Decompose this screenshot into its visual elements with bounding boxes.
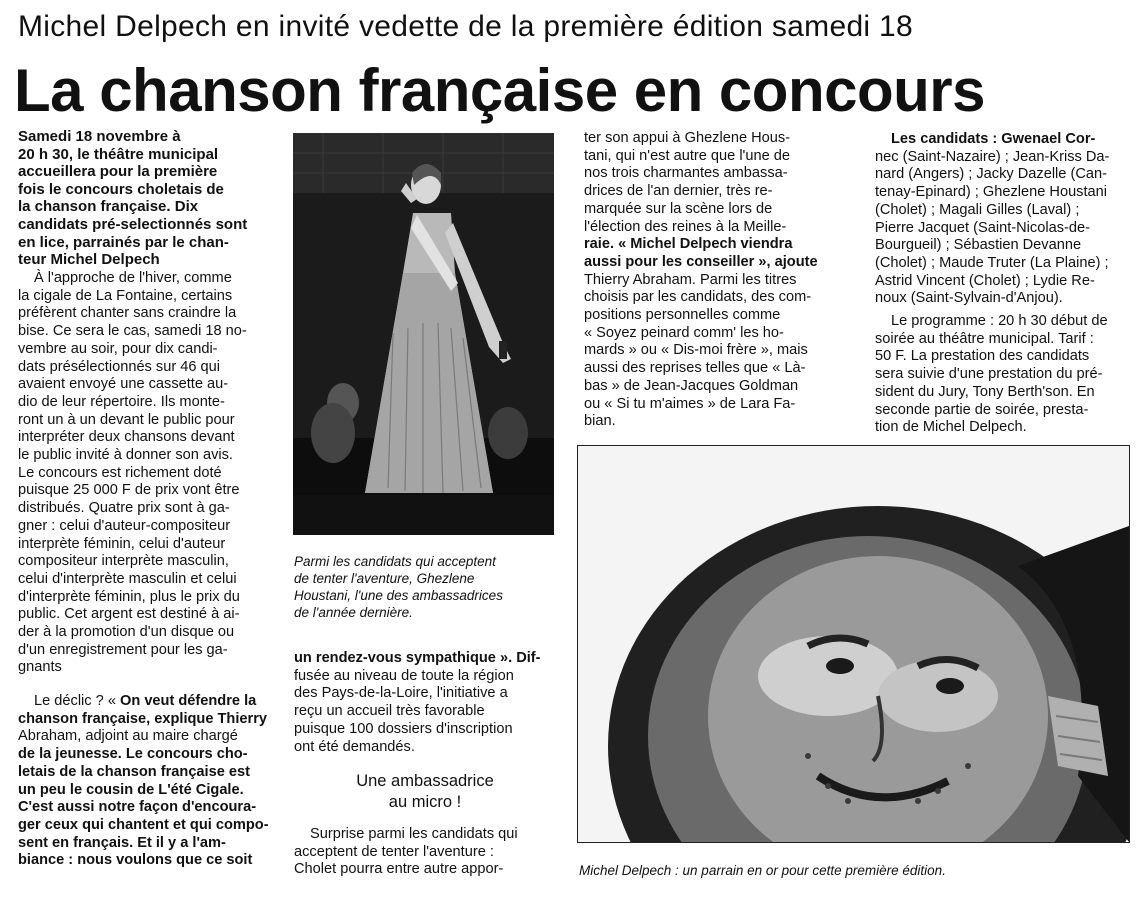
col4-programme-line: Le programme : 20 h 30 début de <box>891 313 1108 329</box>
col1b-quote: On veut défendre la <box>120 693 257 709</box>
col1-line: avaient envoyé une cassette au- <box>18 376 229 393</box>
lede-line: fois le concours choletais de <box>18 180 224 198</box>
col1-line: ront un à un devant le public pour <box>18 411 235 428</box>
col4-candidats-line: Bourgueil) ; Sébastien Devanne <box>875 237 1082 254</box>
col4-programme-line: sident du Jury, Tony Berth'son. En <box>875 383 1095 400</box>
col1-line: bise. Ce sera le cas, samedi 18 no- <box>18 323 247 340</box>
article-subheading <box>300 771 550 813</box>
col1b-line: chanson française, explique Thierry <box>18 710 267 727</box>
col4-candidats-line: Astrid Vincent (Cholet) ; Lydie Re- <box>875 272 1095 289</box>
col1-line: der à la promotion d'un disque ou <box>18 624 235 641</box>
col1b-line: sent en français. Et il y a l'am- <box>18 834 226 851</box>
col4-candidats-line: nard (Angers) ; Jacky Dazelle (Can- <box>875 166 1107 183</box>
col1-line: gner : celui d'auteur-compositeur <box>18 517 231 534</box>
article-column-1 <box>18 270 276 677</box>
col4-programme-line: seconde partie de soirée, presta- <box>875 401 1089 418</box>
col4-candidats-line: nec (Saint-Nazaire) ; Jean-Kriss Da- <box>875 148 1110 165</box>
col3-line: bas » de Jean-Jacques Goldman <box>584 377 799 394</box>
col3-line: raie. « Michel Delpech viendra <box>584 236 793 253</box>
col1b-line: de la jeunesse. Le concours cho- <box>18 746 248 763</box>
article-lede <box>18 128 273 269</box>
col3-line: « Soyez peinard comm' les ho- <box>584 324 784 341</box>
col2c-line: acceptent de tenter l'aventure : <box>294 843 494 860</box>
col1-line: interprète féminin, celui d'auteur <box>18 535 226 552</box>
subhead-line: au micro ! <box>388 793 462 811</box>
article-column-2-continued <box>294 826 556 879</box>
col1-line: interpréter deux chansons devant <box>18 429 235 446</box>
col4-candidats-line: Les candidats : Gwenael Cor- <box>891 131 1096 147</box>
lede-line: accueillera pour la première <box>18 163 218 181</box>
delpech-portrait-photo <box>577 445 1130 843</box>
col1-line: celui d'interprète masculin et celui <box>18 570 237 587</box>
article-column-1-continued <box>18 693 276 870</box>
col1b-intro: Le déclic ? « <box>34 693 120 709</box>
col1-line: À l'approche de l'hiver, comme <box>34 270 232 286</box>
col4-programme-line: 50 F. La prestation des candidats <box>875 348 1090 365</box>
col1-line: public. Cet argent est destiné à ai- <box>18 606 240 623</box>
col1b-line: C'est aussi notre façon d'encoura- <box>18 799 257 816</box>
article-column-2 <box>294 650 556 756</box>
article-column-3 <box>584 130 866 431</box>
col3-line: ou « Si tu m'aimes » de Lara Fa- <box>584 395 796 412</box>
col4-candidats-line: (Cholet) ; Magali Gilles (Laval) ; <box>875 201 1080 218</box>
col3-line: nos trois charmantes ambassa- <box>584 165 788 182</box>
singer-photo-illustration <box>293 133 554 535</box>
photo1-caption-line: Houstani, l'une des ambassadrices <box>294 588 503 603</box>
col3-line: mards » ou « Dis-moi frère », mais <box>584 342 808 359</box>
col1-line: distribués. Quatre prix sont à ga- <box>18 500 230 517</box>
col1b-line: biance : nous voulons que ce soit <box>18 852 253 869</box>
col4-programme-line: soirée au théâtre municipal. Tarif : <box>875 330 1094 347</box>
col2c-line: Surprise parmi les candidats qui <box>310 826 518 842</box>
photo1-caption-line: Parmi les candidats qui acceptent <box>294 554 496 569</box>
col2c-line: Cholet pourra entre autre appor- <box>294 861 504 878</box>
col3-line: ter son appui à Ghezlene Hous- <box>584 130 791 146</box>
col1-line: d'interprète féminin, plus le prix du <box>18 588 240 605</box>
subhead-line: Une ambassadrice <box>356 772 494 790</box>
col3-line: marquée sur la scène lors de <box>584 200 773 217</box>
delpech-photo-caption: Michel Delpech : un parrain en or pour cette première édition. <box>579 863 946 878</box>
col4-candidats-line: (Cholet) ; Maude Truter (La Plaine) ; <box>875 254 1109 271</box>
col1-line: Le concours est richement doté <box>18 464 222 481</box>
col1-line: le public invité à donner son avis. <box>18 447 233 464</box>
col3-line: l'élection des reines à la Meille- <box>584 218 787 235</box>
lede-line: 20 h 30, le théâtre municipal <box>18 145 219 163</box>
programme-details <box>875 313 1133 437</box>
col4-candidats-line: Pierre Jacquet (Saint-Nicolas-de- <box>875 219 1090 236</box>
col1-line: vembre au soir, pour dix candi- <box>18 340 218 357</box>
col4-programme-line: tion de Michel Delpech. <box>875 419 1027 436</box>
col3-line: choisis par les candidats, des com- <box>584 289 812 306</box>
delpech-portrait-illustration <box>578 446 1129 842</box>
col1-line: puisque 25 000 F de prix vont être <box>18 482 240 499</box>
col3-line: tani, qui n'est autre que l'une de <box>584 147 790 164</box>
col2b-line: des Pays-de-la-Loire, l'initiative a <box>294 685 508 702</box>
photo1-caption-line: de l'année dernière. <box>294 605 413 620</box>
col3-line: Thierry Abraham. Parmi les titres <box>584 271 797 288</box>
col4-candidats-line: noux (Saint-Sylvain-d'Anjou). <box>875 290 1063 307</box>
lede-line: la chanson française. Dix <box>18 198 199 216</box>
col1-line: d'un enregistrement pour les ga- <box>18 641 228 658</box>
col1-line: préfèrent chanter sans craindre la <box>18 305 237 322</box>
col1b-line: un peu le cousin de L'été Cigale. <box>18 781 244 798</box>
col1-line: dio de leur répertoire. Ils monte- <box>18 393 225 410</box>
col1-line: gnants <box>18 659 62 676</box>
candidates-list <box>875 131 1133 308</box>
lede-line: en lice, parrainés par le chan- <box>18 233 229 251</box>
singer-photo <box>293 133 554 535</box>
col3-line: aussi des reprises telles que « Là- <box>584 360 806 377</box>
col1b-line <box>18 693 276 711</box>
col2b-line: puisque 100 dossiers d'inscription <box>294 720 513 737</box>
col1b-line: letais de la chanson française est <box>18 763 250 780</box>
singer-photo-caption <box>294 553 556 621</box>
col1-line: compositeur interprète masculin, <box>18 553 229 570</box>
lede-line: candidats pré-selectionnés sont <box>18 215 248 233</box>
col3-line: aussi pour les conseiller », ajoute <box>584 253 818 270</box>
col1-line: la cigale de La Fontaine, certains <box>18 287 233 304</box>
article-kicker: Michel Delpech en invité vedette de la première édition samedi 18 <box>18 10 913 43</box>
col1-line: dats présélectionnés sur 46 qui <box>18 358 221 375</box>
col4-programme-line: sera suivie d'une prestation du pré- <box>875 366 1103 383</box>
photo1-caption-line: de tenter l'aventure, Ghezlene <box>294 571 475 586</box>
col1b-line: ger ceux qui chantent et qui compo- <box>18 816 269 833</box>
col2b-line: reçu un accueil très favorable <box>294 703 485 720</box>
col2b-line: ont été demandés. <box>294 738 415 755</box>
col2b-line: fusée au niveau de toute la région <box>294 667 514 684</box>
lede-line: Samedi 18 novembre à <box>18 128 181 145</box>
col1b-line: Abraham, adjoint au maire chargé <box>18 728 238 745</box>
col4-candidats-line: tenay-Epinard) ; Ghezlene Houstani <box>875 184 1108 201</box>
col3-line: drices de l'an dernier, très re- <box>584 183 773 200</box>
col3-line: bian. <box>584 413 616 430</box>
col2b-line: un rendez-vous sympathique ». Dif- <box>294 650 541 666</box>
article-headline: La chanson française en concours <box>14 57 985 124</box>
col3-line: positions personnelles comme <box>584 307 781 324</box>
lede-line: teur Michel Delpech <box>18 251 160 269</box>
